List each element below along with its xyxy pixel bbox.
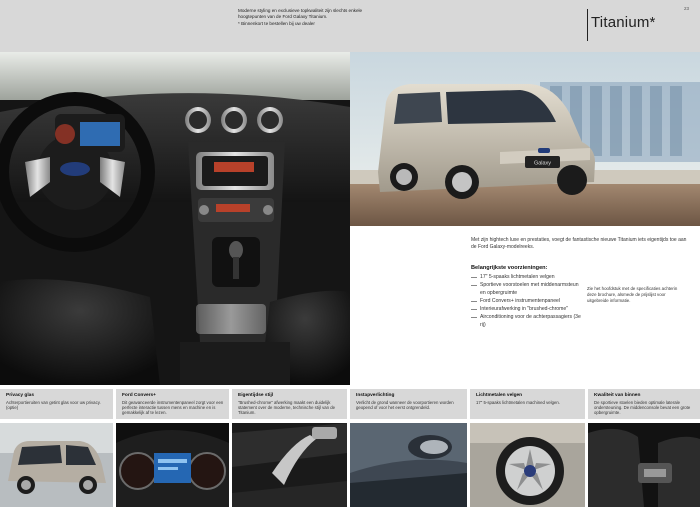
feature-item <box>471 297 581 305</box>
bullet-dash-icon <box>471 285 477 286</box>
feature-item <box>471 281 581 297</box>
strip-cell-convers <box>116 389 229 507</box>
features-list <box>471 273 581 329</box>
intro-text <box>238 8 363 29</box>
alloy-wheel-photo <box>470 423 585 507</box>
page-title: Titanium* <box>591 14 656 31</box>
body-text: Met zijn hightech luxe en prestaties, voegt de fantastische nieuwe Titanium iets eigentijds toe aan de Ford Galaxy-modelreeks. <box>471 237 687 250</box>
intro-footnote: * Binnenkort te bestellen bij uw dealer <box>238 21 315 27</box>
caption-desc: Achterportieruiten van getint glas voor uw privacy. (optie) <box>6 400 101 411</box>
strip-cell-privacy <box>0 389 113 507</box>
feature-item <box>471 305 581 313</box>
bullet-dash-icon <box>471 277 477 278</box>
bullet-dash-icon <box>471 317 477 318</box>
bullet-dash-icon <box>471 301 477 302</box>
bullet-dash-icon <box>471 309 477 310</box>
features-heading: Belangrijkste voorzieningen: <box>471 265 548 271</box>
feature-item <box>471 313 581 329</box>
feature-label: Ford Convers+ instrumentenpaneel <box>480 298 560 304</box>
feature-label: Airconditioning voor de achterpassagiers (3e rij) <box>480 314 581 328</box>
caption-desc: "Brushed-chrome" afwerking maakt een duidelijk statement over de moderne, technische stijl van de Titanium. <box>238 400 335 416</box>
caption-title: Eigentijdse stijl <box>238 393 274 398</box>
caption-title: Kwaliteit van binnen <box>594 393 641 398</box>
caption-desc: Verlicht de grond wanneer de voorportieren worden geopend of voor het eerst ontgrendeld. <box>356 400 454 411</box>
exterior-photo <box>350 52 700 226</box>
intro-line: Moderne styling en exclusieve topkwaliteit zijn slechts enkele hoogtepunten van de Ford Galaxy Titanium. <box>238 8 363 19</box>
privacy-glass-photo <box>0 423 113 507</box>
caption-title: Lichtmetalen velgen <box>476 393 523 398</box>
feature-label: Interieurafwerking in "brushed-chrome" <box>480 306 568 312</box>
strip-cell-seats <box>588 389 700 507</box>
spec-sidenote: Zie het hoofdstuk met de specificaties achterin deze brochure, alsmede de prijslijst voor uitgebreide informatie. <box>587 286 678 303</box>
brushed-chrome-photo <box>232 423 347 507</box>
sport-seats-photo <box>588 423 700 507</box>
caption-title: Instapverlichting <box>356 393 395 398</box>
feature-strip <box>0 389 700 507</box>
feature-label: 17" 5-spaaks lichtmetalen velgen <box>480 274 555 280</box>
feature-item <box>471 273 581 281</box>
title-divider <box>587 9 588 41</box>
caption-desc: 17" 5-spaaks lichtmetalen machined velgen. <box>476 400 560 405</box>
interior-photo <box>0 52 350 385</box>
strip-cell-style <box>232 389 347 507</box>
puddle-lamp-photo <box>350 423 467 507</box>
page-number: 23 <box>684 6 690 11</box>
caption-desc: Dit geavanceerde instrumentenpaneel zorgt voor een perfecte interactie tussen mens en machine en is gemakkelijk af te lezen. <box>122 400 224 416</box>
strip-cell-lighting <box>350 389 467 507</box>
instrument-panel-photo <box>116 423 229 507</box>
feature-label: Sportieve voorstoelen met middenarmsteun en opbergruimte <box>480 282 579 296</box>
caption-title: Ford Convers+ <box>122 393 156 398</box>
caption-desc: De sportieve stoelen bieden optimale laterale ondersteuning. De middenconsole bevat een grote opbergruimte. <box>594 400 691 416</box>
strip-cell-wheels <box>470 389 585 507</box>
caption-title: Privacy glas <box>6 393 35 398</box>
car-badge: Galaxy <box>533 160 552 167</box>
